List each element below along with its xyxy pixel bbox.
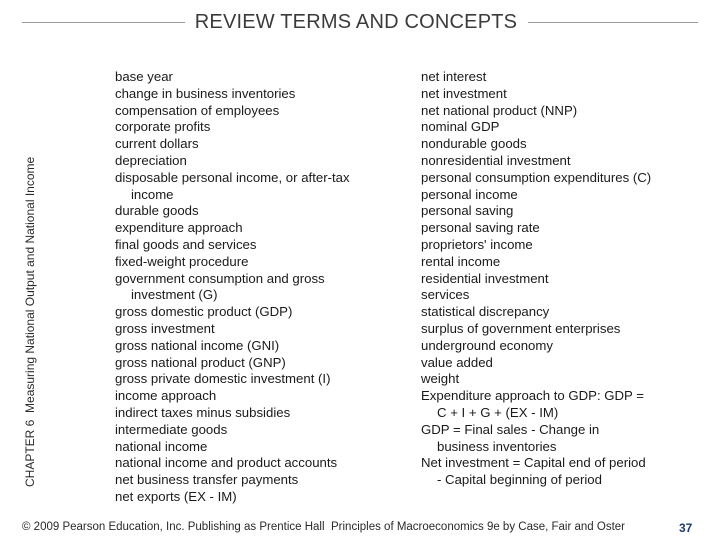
chapter-side-label bbox=[23, 157, 37, 487]
term-item: gross national product (GNP) bbox=[115, 354, 286, 370]
term-item: net investment bbox=[421, 85, 507, 101]
term-item: gross national income (GNI) bbox=[115, 337, 280, 353]
term-item: national income bbox=[115, 438, 208, 454]
term-item: net exports (EX - IM) bbox=[115, 488, 237, 504]
term-continuation: business inventories bbox=[437, 438, 557, 454]
term-continuation: C + I + G + (EX - IM) bbox=[437, 404, 559, 420]
term-item: change in business inventories bbox=[115, 85, 296, 101]
term-item: net interest bbox=[421, 69, 487, 84]
page-number: 37 bbox=[679, 521, 693, 535]
term-item: disposable personal income, or after-tax bbox=[115, 169, 350, 185]
title-rule-left bbox=[22, 22, 185, 23]
term-item: rental income bbox=[421, 253, 501, 269]
term-item: income approach bbox=[115, 388, 217, 404]
chapter-number: CHAPTER 6 bbox=[23, 419, 37, 487]
term-item: corporate profits bbox=[115, 119, 211, 135]
term-item: personal saving rate bbox=[421, 220, 540, 236]
term-item: gross investment bbox=[115, 320, 215, 336]
term-item: value added bbox=[421, 354, 493, 370]
term-continuation: income bbox=[131, 186, 174, 202]
term-item: final goods and services bbox=[115, 236, 257, 252]
term-item: nonresidential investment bbox=[421, 152, 571, 168]
term-item: proprietors' income bbox=[421, 236, 533, 252]
term-item: nondurable goods bbox=[421, 136, 527, 152]
term-item: Expenditure approach to GDP: GDP = bbox=[421, 388, 644, 404]
term-item: expenditure approach bbox=[115, 220, 243, 236]
book-citation: Principles of Macroeconomics 9e by Case, Fair and Oster bbox=[331, 521, 626, 533]
term-item: indirect taxes minus subsidies bbox=[115, 404, 291, 420]
terms-column-right bbox=[421, 69, 651, 489]
term-continuation: investment (G) bbox=[131, 287, 218, 303]
term-continuation: - Capital beginning of period bbox=[437, 472, 602, 488]
chapter-topic: Measuring National Output and National Income bbox=[23, 156, 37, 413]
term-item: personal consumption expenditures (C) bbox=[421, 169, 652, 185]
term-item: underground economy bbox=[421, 337, 553, 353]
term-item: GDP = Final sales - Change in bbox=[421, 421, 600, 437]
term-item: government consumption and gross bbox=[115, 270, 325, 286]
term-item: durable goods bbox=[115, 203, 199, 219]
footer bbox=[0, 521, 720, 537]
term-item: services bbox=[421, 287, 470, 303]
term-item: depreciation bbox=[115, 152, 187, 168]
term-item: nominal GDP bbox=[421, 119, 500, 135]
term-item: surplus of government enterprises bbox=[421, 320, 621, 336]
copyright-notice: © 2009 Pearson Education, Inc. Publishing as Prentice Hall bbox=[22, 521, 325, 533]
term-item: gross domestic product (GDP) bbox=[115, 304, 293, 320]
term-item: compensation of employees bbox=[115, 102, 280, 118]
term-item: weight bbox=[421, 371, 460, 387]
term-item: fixed-weight procedure bbox=[115, 253, 249, 269]
term-item: gross private domestic investment (I) bbox=[115, 371, 331, 387]
term-item: net national product (NNP) bbox=[421, 102, 578, 118]
term-item: personal income bbox=[421, 186, 518, 202]
term-item: net business transfer payments bbox=[115, 472, 299, 488]
term-item: personal saving bbox=[421, 203, 514, 219]
term-item: current dollars bbox=[115, 136, 199, 152]
page-title: REVIEW TERMS AND CONCEPTS bbox=[194, 11, 518, 33]
terms-column-left bbox=[115, 69, 350, 506]
term-item: Net investment = Capital end of period bbox=[421, 455, 646, 471]
title-bar bbox=[0, 9, 720, 35]
title-rule-right bbox=[528, 22, 698, 23]
term-item: residential investment bbox=[421, 270, 549, 286]
term-item: national income and product accounts bbox=[115, 455, 338, 471]
term-item: statistical discrepancy bbox=[421, 304, 550, 320]
term-item: intermediate goods bbox=[115, 421, 228, 437]
term-item: base year bbox=[115, 69, 173, 84]
